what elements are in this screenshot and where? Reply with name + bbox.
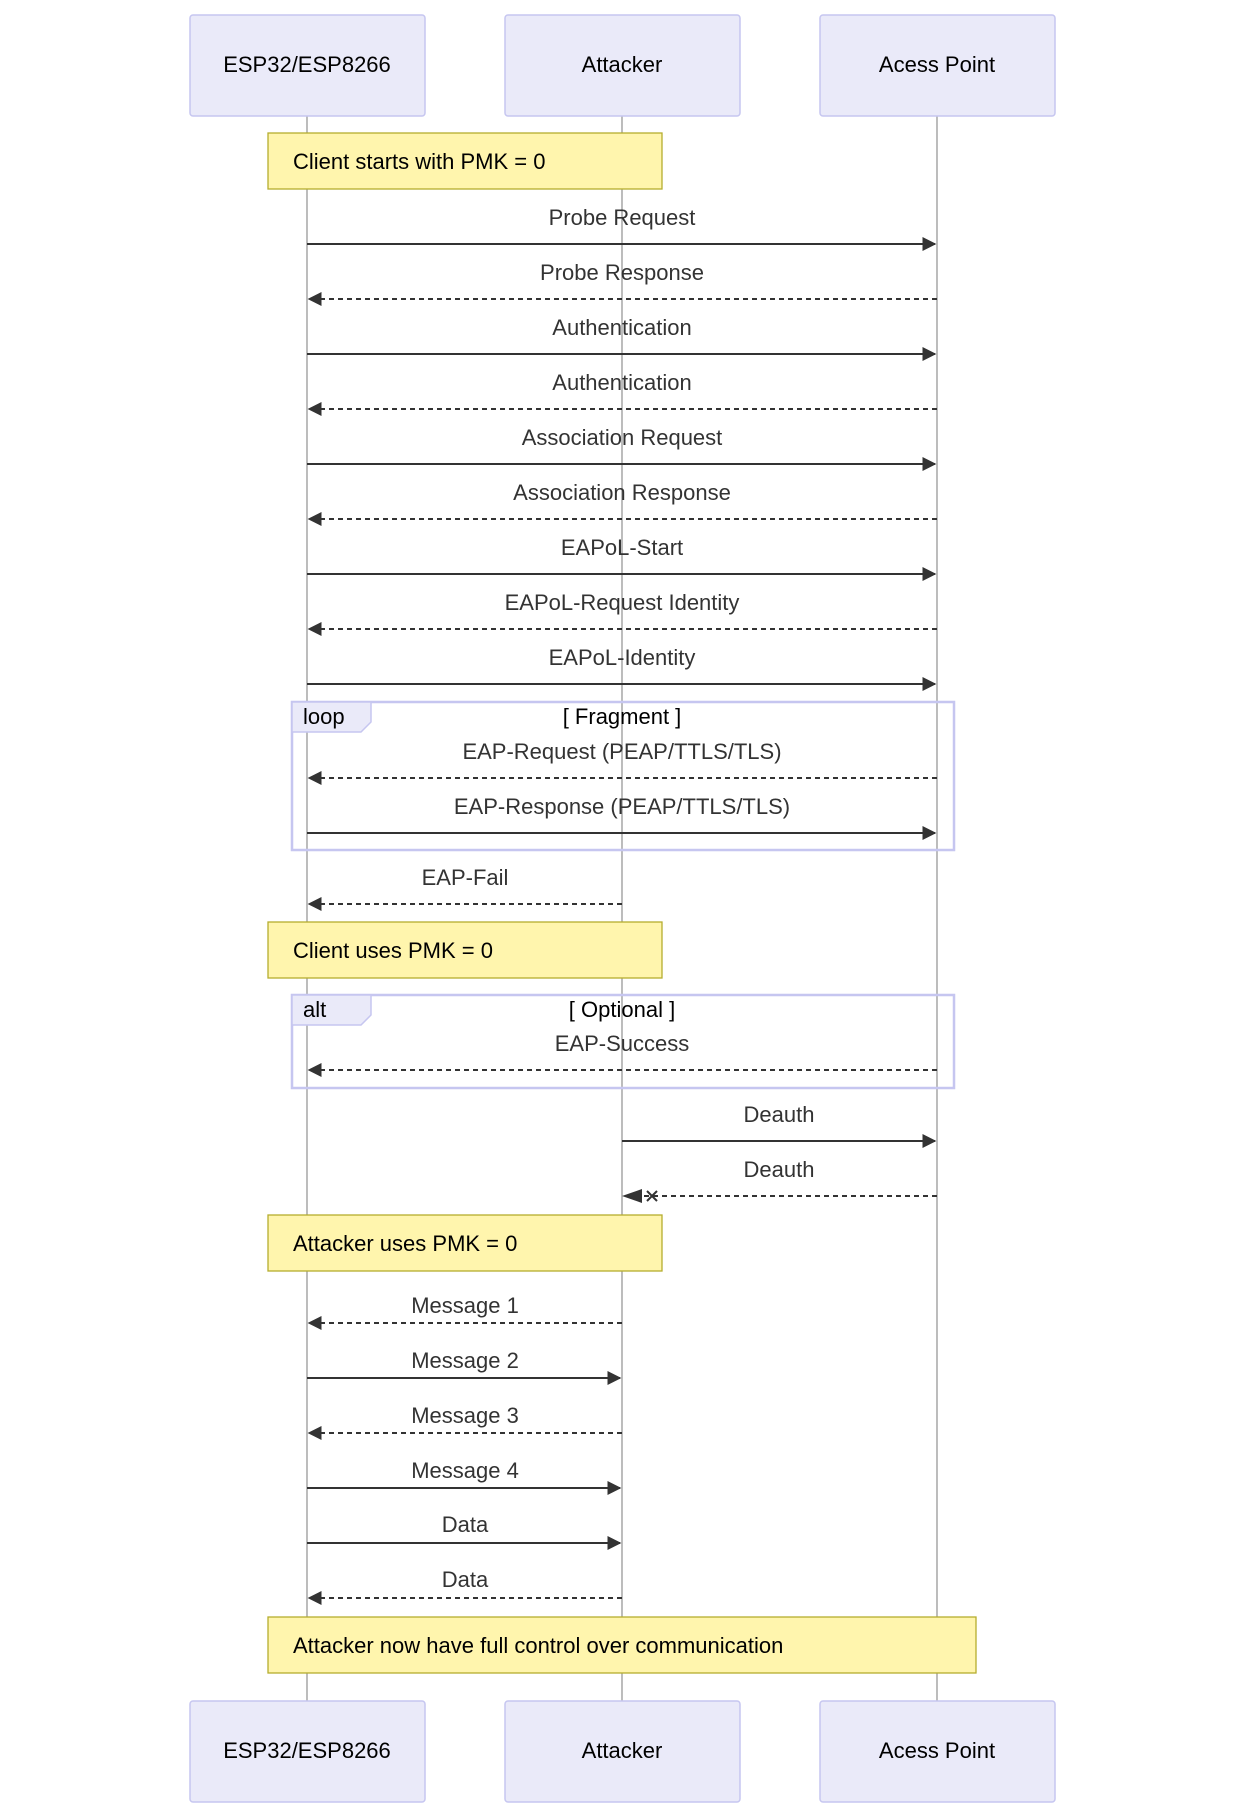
message [309, 1567, 622, 1598]
actor-esp-top [190, 15, 425, 116]
actor-access-point-label: Acess Point [878, 51, 996, 77]
actor-attacker-bottom [505, 1701, 740, 1802]
message-label: Data [441, 1512, 489, 1537]
message-label: Deauth [743, 1102, 815, 1127]
message [622, 1157, 937, 1203]
message-label: EAP-Request (PEAP/TTLS/TLS) [462, 739, 782, 764]
actor-attacker-top [505, 15, 740, 116]
message [307, 1458, 620, 1488]
message-label: EAP-Success [554, 1031, 690, 1056]
message-label: Deauth [743, 1157, 815, 1182]
message [309, 590, 937, 629]
message-label: EAPoL-Start [560, 535, 684, 560]
note-text: Attacker now have full control over communication [293, 1632, 784, 1658]
message-label: EAP-Response (PEAP/TTLS/TLS) [453, 794, 791, 819]
message-label: Message 4 [411, 1458, 519, 1483]
message [307, 535, 935, 574]
message-label: EAPoL-Request Identity [504, 590, 740, 615]
message [307, 794, 935, 833]
message [307, 1348, 620, 1378]
actor-esp-label: ESP32/ESP8266 [223, 51, 391, 77]
message [307, 1512, 620, 1543]
note-client-starts [268, 133, 662, 189]
message-label: EAP-Fail [421, 865, 509, 890]
alt-label: alt [303, 996, 327, 1022]
message [622, 1102, 935, 1141]
message-arrowhead [622, 1189, 642, 1203]
message-label: Authentication [552, 370, 692, 395]
actor-access-point-bottom [820, 1701, 1055, 1802]
message-label: Message 1 [411, 1293, 519, 1318]
loop-condition: [ Fragment ] [562, 703, 682, 729]
actor-access-point-top [820, 15, 1055, 116]
message-label: Association Response [513, 480, 731, 505]
message [307, 205, 935, 244]
message-label: Data [441, 1567, 489, 1592]
note-attacker-uses [268, 1215, 662, 1271]
message [307, 645, 935, 684]
message-label: EAPoL-Identity [548, 645, 696, 670]
note-full-control [268, 1617, 976, 1673]
message [309, 865, 622, 904]
message [309, 260, 937, 299]
message [307, 315, 935, 354]
actor-access-point-label: Acess Point [878, 1737, 996, 1763]
actor-attacker-label: Attacker [581, 1737, 663, 1763]
message [309, 1293, 622, 1323]
message-label: Association Request [521, 425, 723, 450]
message [309, 739, 937, 778]
alt-condition: [ Optional ] [568, 996, 676, 1022]
note-client-uses [268, 922, 662, 978]
message [309, 1031, 937, 1070]
message-label: Probe Response [540, 260, 704, 285]
actor-attacker-label: Attacker [581, 51, 663, 77]
message [309, 370, 937, 409]
note-text: Attacker uses PMK = 0 [293, 1230, 518, 1256]
loop-frame [292, 702, 954, 850]
message-label: Probe Request [548, 205, 696, 230]
message [307, 425, 935, 464]
loop-label: loop [303, 703, 345, 729]
actor-esp-label: ESP32/ESP8266 [223, 1737, 391, 1763]
message [309, 1403, 622, 1433]
message-label: Message 3 [411, 1403, 519, 1428]
actor-esp-bottom [190, 1701, 425, 1802]
message-label: Authentication [552, 315, 692, 340]
note-text: Client uses PMK = 0 [293, 937, 493, 963]
message-label: Message 2 [411, 1348, 519, 1373]
note-text: Client starts with PMK = 0 [293, 148, 546, 174]
message [309, 480, 937, 519]
